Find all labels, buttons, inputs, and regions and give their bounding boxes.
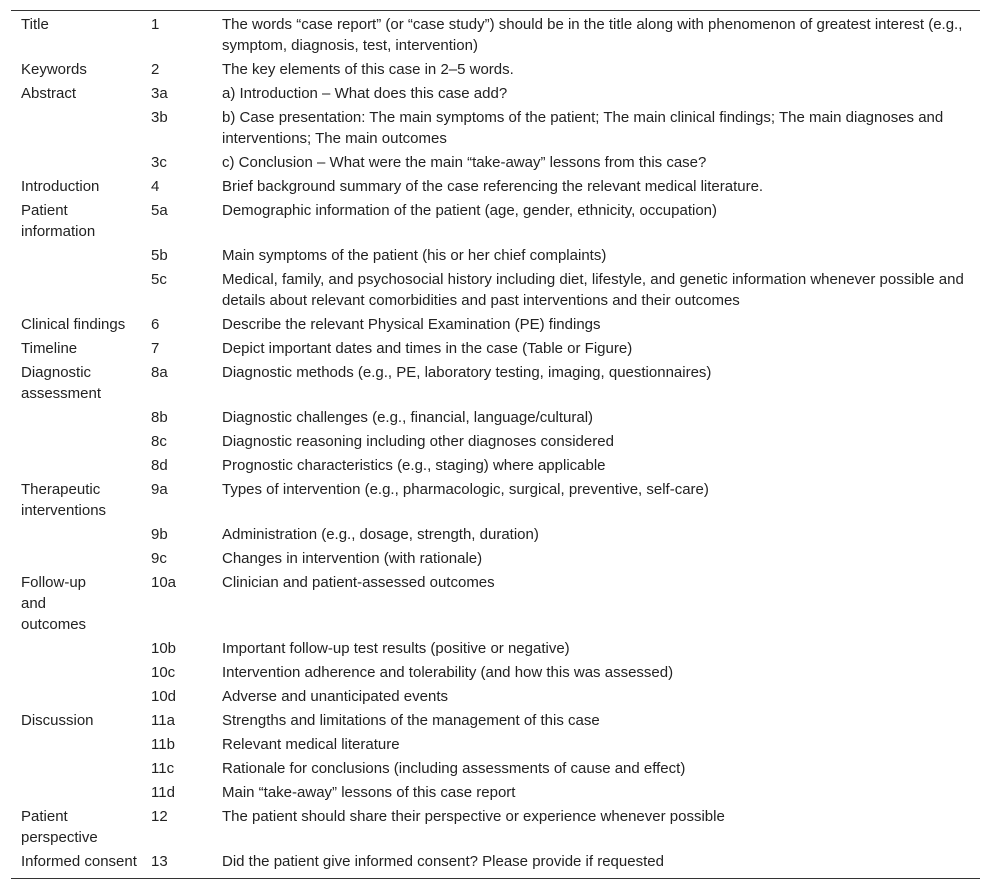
item-description-cell: Intervention adherence and tolerability (and how this was assessed) bbox=[222, 664, 674, 681]
item-number-cell: 7 bbox=[151, 340, 160, 357]
table-row bbox=[11, 477, 980, 522]
item-description-cell: Rationale for conclusions (including assessments of cause and effect) bbox=[222, 760, 686, 777]
item-number-cell: 12 bbox=[151, 808, 168, 825]
item-description-cell: Adverse and unanticipated events bbox=[222, 688, 448, 705]
item-description-cell: Strengths and limitations of the management of this case bbox=[222, 712, 600, 729]
topic-cell bbox=[11, 780, 141, 804]
item-description-cell: The patient should share their perspective or experience whenever possible bbox=[222, 808, 725, 825]
table-row bbox=[11, 756, 980, 780]
table-row bbox=[11, 804, 980, 849]
item-number-cell: 4 bbox=[151, 178, 160, 195]
item-description-cell: Administration (e.g., dosage, strength, duration) bbox=[222, 526, 539, 543]
table-row bbox=[11, 312, 980, 336]
table-row bbox=[11, 732, 980, 756]
topic-cell: Patient perspective bbox=[21, 808, 98, 846]
topic-cell bbox=[11, 660, 141, 684]
item-description-cell: Diagnostic reasoning including other diagnoses considered bbox=[222, 433, 614, 450]
table-row bbox=[11, 11, 980, 57]
item-description-cell: Demographic information of the patient (age, gender, ethnicity, occupation) bbox=[222, 202, 718, 219]
item-number-cell: 11c bbox=[151, 760, 175, 777]
item-number-cell: 11b bbox=[151, 736, 175, 753]
topic-cell: Follow-up and outcomes bbox=[21, 574, 87, 633]
item-number-cell: 3b bbox=[151, 109, 168, 126]
topic-cell bbox=[11, 732, 141, 756]
item-description-cell: b) Case presentation: The main symptoms of the patient; The main clinical findings; The main diagnoses and interventions; The main outcomes bbox=[222, 109, 944, 147]
checklist-body bbox=[11, 11, 980, 878]
item-description-cell: Depict important dates and times in the case (Table or Figure) bbox=[222, 340, 633, 357]
topic-cell bbox=[11, 546, 141, 570]
table-row bbox=[11, 849, 980, 878]
item-description-cell: a) Introduction – What does this case add? bbox=[222, 85, 508, 102]
item-description-cell: Types of intervention (e.g., pharmacologic, surgical, preventive, self-care) bbox=[222, 481, 709, 498]
table-row bbox=[11, 174, 980, 198]
topic-cell: Patient information bbox=[21, 202, 96, 240]
item-description-cell: Medical, family, and psychosocial history including diet, lifestyle, and genetic information whenever possible and details about relevant comorbidities and past interventions and their outcomes bbox=[222, 271, 964, 309]
table-row bbox=[11, 360, 980, 405]
item-number-cell: 9b bbox=[151, 526, 168, 543]
item-description-cell: Main “take-away” lessons of this case report bbox=[222, 784, 516, 801]
table-row bbox=[11, 336, 980, 360]
table-row bbox=[11, 684, 980, 708]
topic-cell bbox=[11, 453, 141, 477]
item-number-cell: 8b bbox=[151, 409, 168, 426]
topic-cell: Clinical findings bbox=[21, 316, 126, 333]
table-row bbox=[11, 81, 980, 105]
topic-cell bbox=[11, 105, 141, 150]
table-row bbox=[11, 660, 980, 684]
topic-cell bbox=[11, 405, 141, 429]
item-description-cell: Describe the relevant Physical Examination (PE) findings bbox=[222, 316, 601, 333]
item-number-cell: 10b bbox=[151, 640, 177, 657]
topic-cell: Introduction bbox=[21, 178, 100, 195]
topic-cell bbox=[11, 243, 141, 267]
table-row bbox=[11, 105, 980, 150]
table-row bbox=[11, 708, 980, 732]
table-row bbox=[11, 636, 980, 660]
item-description-cell: Clinician and patient-assessed outcomes bbox=[222, 574, 495, 591]
item-number-cell: 3a bbox=[151, 85, 168, 102]
item-number-cell: 5c bbox=[151, 271, 167, 288]
topic-cell bbox=[11, 522, 141, 546]
table-row bbox=[11, 780, 980, 804]
topic-cell: Therapeutic interventions bbox=[21, 481, 107, 519]
item-number-cell: 11a bbox=[151, 712, 175, 729]
item-number-cell: 10a bbox=[151, 574, 177, 591]
table-row bbox=[11, 243, 980, 267]
item-number-cell: 5a bbox=[151, 202, 168, 219]
topic-cell bbox=[11, 636, 141, 660]
item-number-cell: 5b bbox=[151, 247, 168, 264]
topic-cell: Keywords bbox=[21, 61, 87, 78]
topic-cell: Diagnostic assessment bbox=[21, 364, 102, 402]
item-description-cell: Diagnostic methods (e.g., PE, laboratory testing, imaging, questionnaires) bbox=[222, 364, 712, 381]
item-number-cell: 8c bbox=[151, 433, 167, 450]
item-number-cell: 9c bbox=[151, 550, 167, 567]
topic-cell bbox=[11, 267, 141, 312]
topic-cell: Informed consent bbox=[21, 853, 137, 870]
item-description-cell: Did the patient give informed consent? Please provide if requested bbox=[222, 853, 664, 870]
table-row bbox=[11, 570, 980, 636]
item-number-cell: 9a bbox=[151, 481, 168, 498]
item-number-cell: 2 bbox=[151, 61, 160, 78]
item-description-cell: The key elements of this case in 2–5 words. bbox=[222, 61, 514, 78]
table-row bbox=[11, 429, 980, 453]
item-number-cell: 11d bbox=[151, 784, 175, 801]
table-row bbox=[11, 198, 980, 243]
item-description-cell: Main symptoms of the patient (his or her chief complaints) bbox=[222, 247, 607, 264]
item-number-cell: 6 bbox=[151, 316, 160, 333]
item-description-cell: Diagnostic challenges (e.g., financial, language/cultural) bbox=[222, 409, 594, 426]
table-row bbox=[11, 546, 980, 570]
item-number-cell: 3c bbox=[151, 154, 167, 171]
topic-cell: Title bbox=[21, 16, 49, 33]
item-description-cell: Relevant medical literature bbox=[222, 736, 400, 753]
item-number-cell: 8a bbox=[151, 364, 168, 381]
item-description-cell: c) Conclusion – What were the main “take-away” lessons from this case? bbox=[222, 154, 707, 171]
topic-cell: Abstract bbox=[21, 85, 77, 102]
item-number-cell: 10d bbox=[151, 688, 177, 705]
item-number-cell: 10c bbox=[151, 664, 176, 681]
item-number-cell: 13 bbox=[151, 853, 168, 870]
table-row bbox=[11, 57, 980, 81]
item-description-cell: Brief background summary of the case referencing the relevant medical literature. bbox=[222, 178, 764, 195]
topic-cell: Timeline bbox=[21, 340, 78, 357]
topic-cell bbox=[11, 429, 141, 453]
table-row bbox=[11, 405, 980, 429]
item-number-cell: 1 bbox=[151, 16, 160, 33]
topic-cell bbox=[11, 684, 141, 708]
topic-cell: Discussion bbox=[21, 712, 94, 729]
case-report-checklist-table bbox=[11, 10, 980, 879]
table-row bbox=[11, 522, 980, 546]
item-description-cell: Prognostic characteristics (e.g., staging) where applicable bbox=[222, 457, 606, 474]
topic-cell bbox=[11, 756, 141, 780]
item-number-cell: 8d bbox=[151, 457, 168, 474]
table-row bbox=[11, 150, 980, 174]
item-description-cell: The words “case report” (or “case study”) should be in the title along with phenomenon of greatest interest (e.g., symptom, diagnosis, test, intervention) bbox=[222, 16, 963, 54]
item-description-cell: Important follow-up test results (positive or negative) bbox=[222, 640, 570, 657]
item-description-cell: Changes in intervention (with rationale) bbox=[222, 550, 483, 567]
table-row bbox=[11, 267, 980, 312]
table-row bbox=[11, 453, 980, 477]
checklist-table bbox=[11, 11, 980, 878]
topic-cell bbox=[11, 150, 141, 174]
